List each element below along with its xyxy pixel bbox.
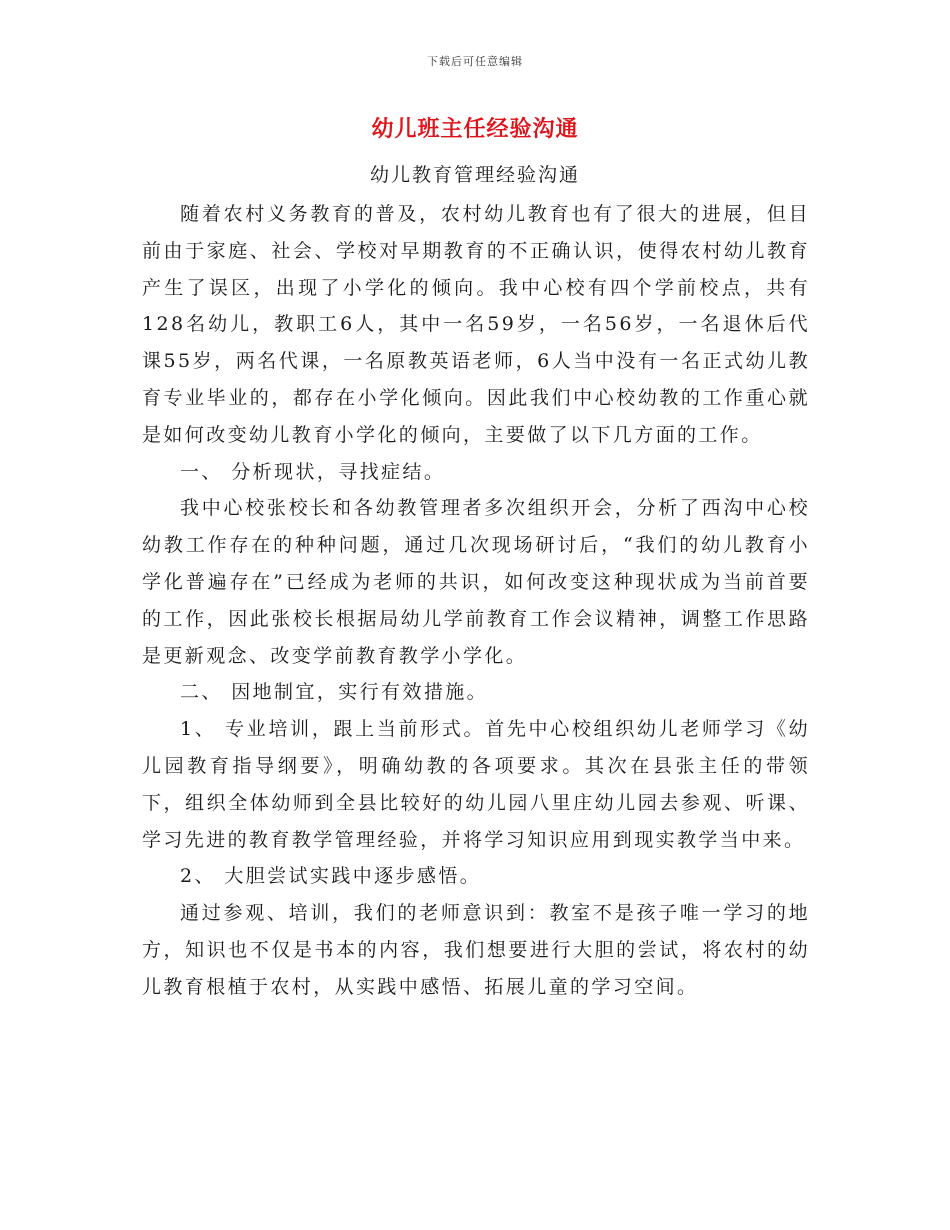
header-note: 下载后可任意编辑 [427, 55, 523, 68]
paragraph-intro: 随着农村义务教育的普及，农村幼儿教育也有了很大的进展，但目前由于家庭、社会、学校对早期教育的不正确认识，使得农村幼儿教育产生了误区，出现了小学化的倾向。我中心校有四个学前校点，共有128名幼儿，教职工6人，其中一名59岁，一名56岁，一名退休后代课55岁，两名代课，一名原教英语老师，6人当中没有一名正式幼儿教育专业毕业的，都存在小学化倾向。因此我们中心校幼教的工作重心就是如何改变幼儿教育小学化的倾向，主要做了以下几方面的工作。 [142, 203, 810, 446]
paragraph-analysis: 我中心校张校长和各幼教管理者多次组织开会，分析了西沟中心校幼教工作存在的种种问题，通过几次现场研讨后，“我们的幼儿教育小学化普遍存在”已经成为老师的共识，如何改变这种现状成为当前首要的工作，因此张校长根据局幼儿学前教育工作会议精神，调整工作思路是更新观念、改变学前教育教学小学化。 [142, 497, 810, 667]
document-body [142, 196, 810, 1006]
document-subtitle: 幼儿教育管理经验沟通 [369, 164, 580, 186]
paragraph-practice: 通过参观、培训，我们的老师意识到：教室不是孩子唯一学习的地方，知识也不仅是书本的内容，我们想要进行大胆的尝试，将农村的幼儿教育根植于农村，从实践中感悟、拓展儿童的学习空间。 [142, 902, 810, 998]
section-heading-2: 二、 因地制宜，实行有效措施。 [180, 681, 489, 704]
subsection-heading-2: 2、 大胆尝试实践中逐步感悟。 [180, 865, 482, 888]
section-heading-1: 一、 分析现状，寻找症结。 [180, 460, 446, 483]
paragraph-training: 1、 专业培训，跟上当前形式。首先中心校组织幼儿老师学习《幼儿园教育指导纲要》，明确幼教的各项要求。其次在县张主任的带领下，组织全体幼师到全县比较好的幼儿园八里庄幼儿园去参观、听课、学习先进的教育教学管理经验，并将学习知识应用到现实教学当中来。 [142, 718, 810, 851]
document-title: 幼儿班主任经验沟通 [371, 116, 579, 142]
